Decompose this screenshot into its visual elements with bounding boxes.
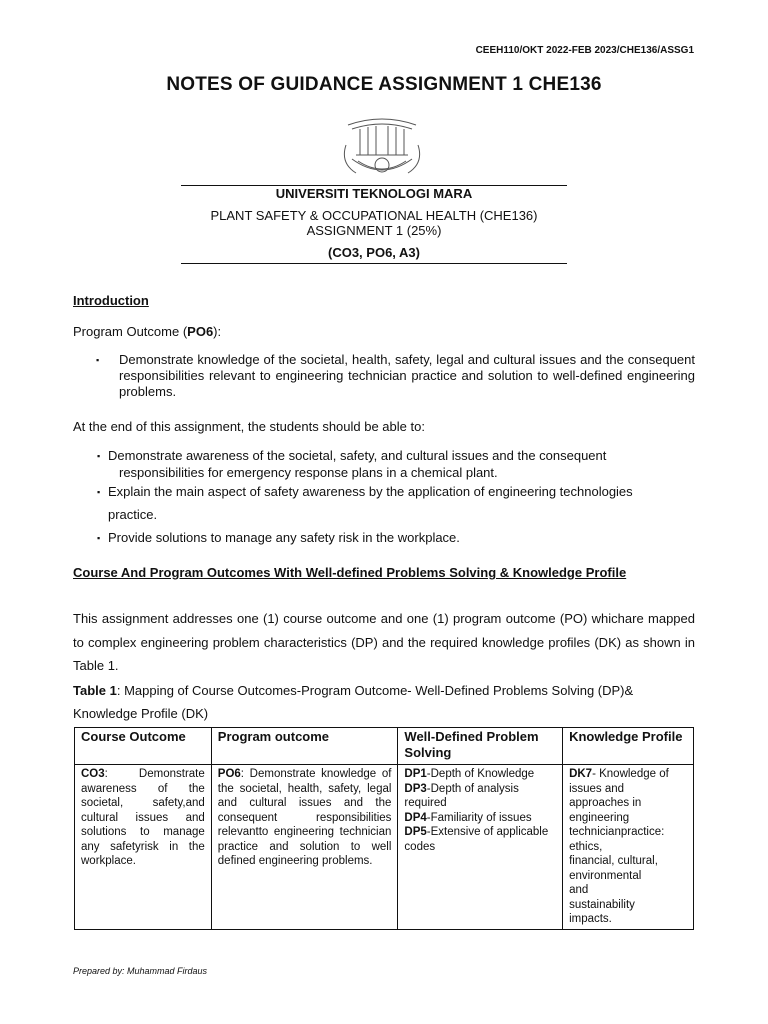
dk-line: engineering [569,811,630,824]
header-program-outcome: Program outcome [211,728,398,765]
outcome-item-3: Provide solutions to manage any safety risk in the workplace. [108,530,460,545]
university-name: UNIVERSITI TEKNOLOGI MARA [275,186,473,201]
co-text: : Demonstrate awareness of the societal, safety,and cultural issues and solutions to manage any safetyrisk in the workplace. [81,768,205,867]
dp-code: DP4 [404,811,427,824]
header-rule-bottom [181,263,567,264]
header-knowledge-profile: Knowledge Profile [563,728,694,765]
outcome-item-1-cont: responsibilities for emergency response plans in a chemical plant. [119,465,498,480]
bullet-icon: ▪ [97,533,101,543]
end-of-assignment-text: At the end of this assignment, the students should be able to: [73,419,425,434]
square-bullet-icon: ▪ [96,355,100,365]
section-paragraph: This assignment addresses one (1) course outcome and one (1) program outcome (PO) whichare mapped to complex engineering problem characteristics (DP) and the required knowledge profiles (DK) as shown in Table 1. [73,611,695,673]
dk-line: technicianpractice: [569,826,665,838]
introduction-heading: Introduction [73,293,149,308]
po-label-pre: Program Outcome ( [73,324,188,339]
dp-item [404,811,556,826]
page-title: NOTES OF GUIDANCE ASSIGNMENT 1 CHE136 [166,74,602,95]
dk-line: environmental [569,869,642,882]
dp-item [404,825,556,854]
outcome-item-2: Explain the main aspect of safety awareness by the application of engineering technologies [108,484,633,499]
cell-knowledge-profile [563,765,694,930]
dk-line: impacts. [569,913,612,925]
dp-item [404,767,556,782]
header-course-outcome: Course Outcome [75,728,212,765]
dp-code: DP3 [404,782,427,795]
footer-prepared-by: Prepared by: Muhammad Firdaus [73,966,208,976]
outcome-item-1: Demonstrate awareness of the societal, safety, and cultural issues and the consequent [108,448,607,463]
dp-text: -Depth of Knowledge [426,768,535,780]
dp-text: -Familiarity of issues [426,811,532,824]
dk-line: approaches in [569,797,642,809]
assignment-weight: ASSIGNMENT 1 (25%) [306,223,442,238]
table-caption-label: Table 1 [73,683,117,698]
po-label-post: ): [213,324,222,339]
dk-line: ethics, [569,840,603,853]
dk-line: sustainability [569,898,635,911]
dk-line: - Knowledge of [592,768,669,780]
university-crest-logo [338,115,426,181]
dp-text: -Extensive of applicable codes [404,826,549,853]
bullet-icon: ▪ [97,487,101,497]
outcome-item-2-cont: practice. [108,507,158,522]
course-name: PLANT SAFETY & OCCUPATIONAL HEALTH (CHE136) [210,208,538,223]
table-caption [73,679,695,725]
table-header-row [75,728,694,765]
dp-item [404,782,556,811]
bullet-icon: ▪ [97,451,101,461]
po-text: : Demonstrate knowledge of the societal, health, safety, legal and cultural issues and the consequent responsibilities relevantto engineering technician practice and solution to well defined engineering problems. [217,768,392,867]
po6-description: Demonstrate knowledge of the societal, health, safety, legal and cultural issues and the consequent responsibilities relevant to engineering technician practice and solution to well-defined engineering problems. [119,352,695,399]
table-row [75,765,694,930]
table-caption-text: : Mapping of Course Outcomes-Program Outcome- Well-Defined Problems Solving (DP)& Knowledge Profile (DK) [73,683,634,721]
dk-line: financial, cultural, [569,855,658,867]
po-code: PO6 [217,768,241,780]
dk-code: DK7 [569,768,593,780]
document-reference: CEEH110/OKT 2022-FEB 2023/CHE136/ASSG1 [475,45,694,56]
dk-line: issues and [569,782,625,795]
program-outcome-label [73,323,695,340]
dp-code: DP1 [404,768,427,780]
co-code: CO3 [81,768,105,780]
cell-program-outcome [211,765,398,930]
dk-line: and [569,884,589,896]
cell-problem-solving [398,765,563,930]
section-heading-outcomes: Course And Program Outcomes With Well-defined Problems Solving & Knowledge Profile [73,565,627,580]
dp-text: -Depth of analysis required [404,782,519,809]
cell-course-outcome [75,765,212,930]
dp-code: DP5 [404,826,427,838]
po-label-code: PO6 [187,324,214,339]
outcome-codes: (CO3, PO6, A3) [328,245,420,260]
mapping-table [74,727,694,930]
header-problem-solving: Well-Defined Problem Solving [398,728,563,765]
